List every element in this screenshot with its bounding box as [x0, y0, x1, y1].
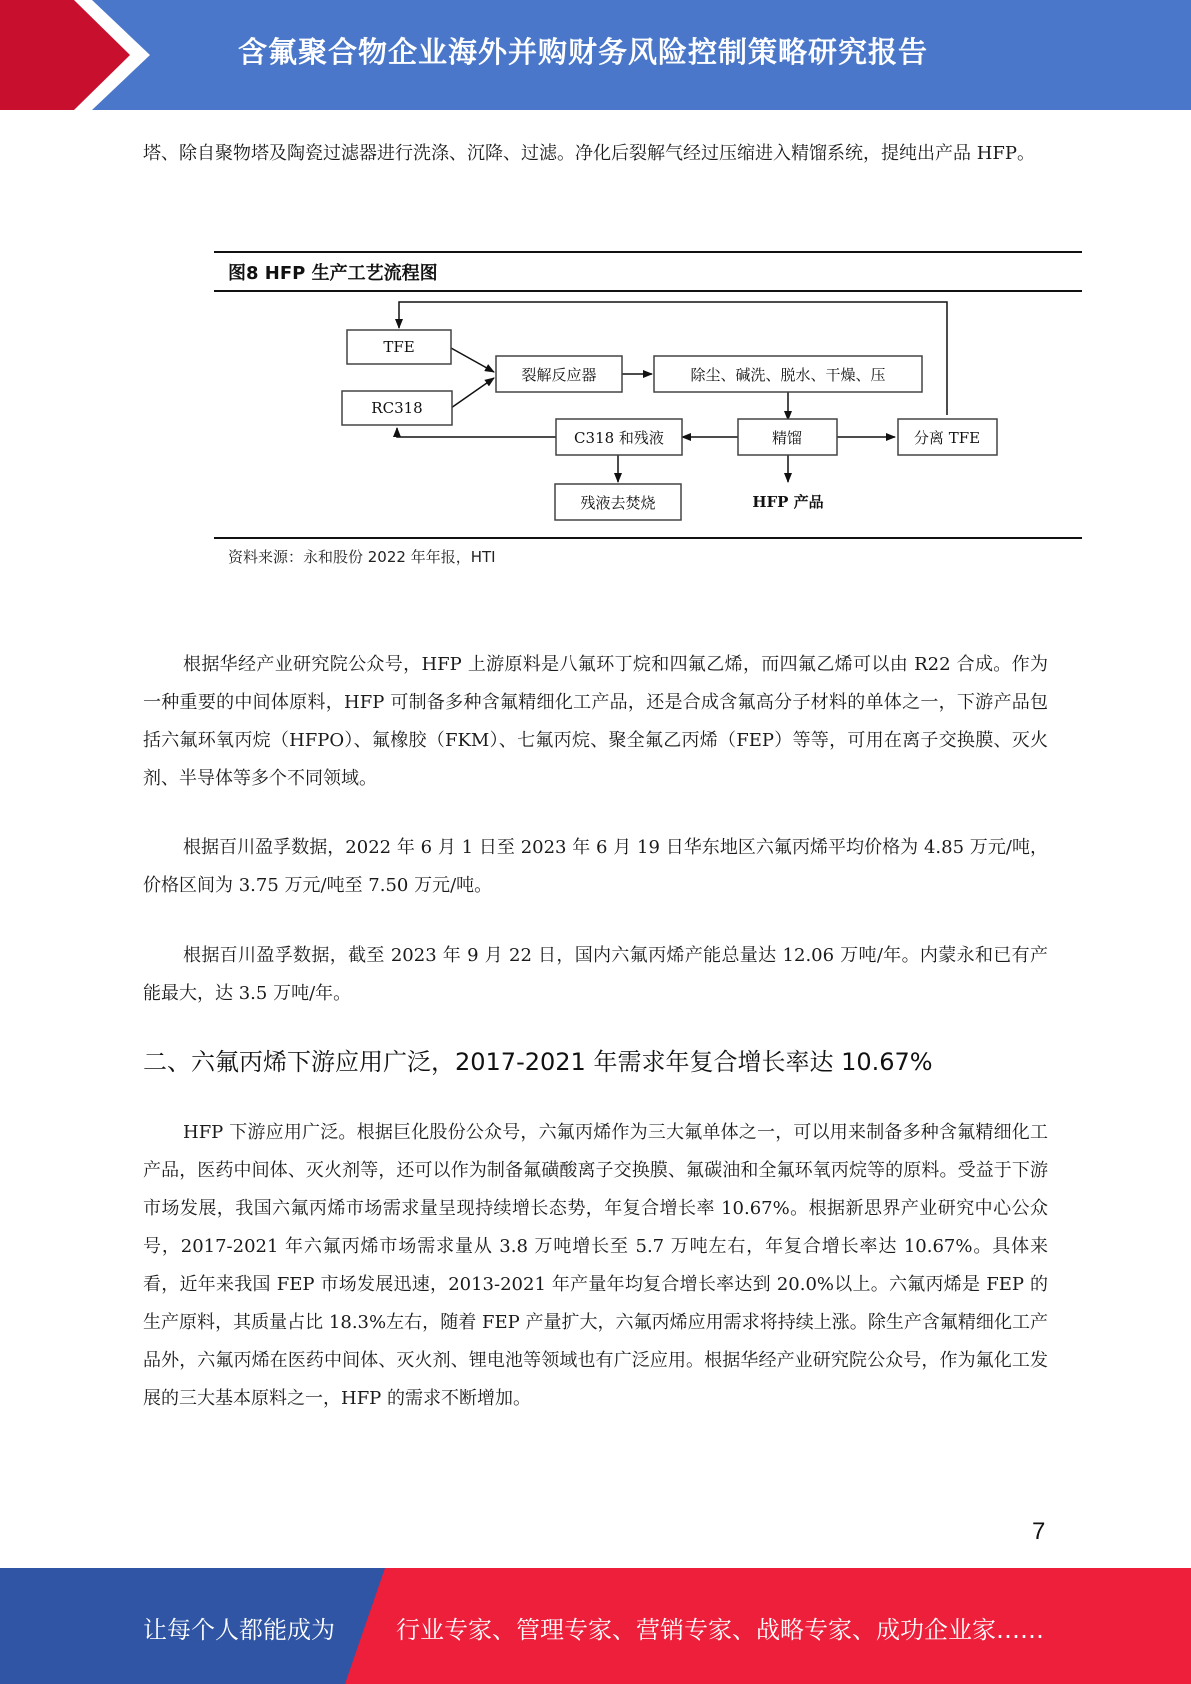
paragraph-hfp-downstream: HFP 下游应用广泛。根据巨化股份公众号，六氟丙烯作为三大氟单体之一，可以用来制备多种含氟精细化工产品，医药中间体、灭火剂等，还可以作为制备氟磺酸离子交换膜、氟碳油和全氟环氧丙烷等的原料。受益于下游市场发展，我国六氟丙烯市场需求量呈现持续增长态势，年复合增长率 10.67%。根据新思界产业研究中心公众号，2017-2021 年六氟丙烯市场需求量从 3.8 万吨增长至 5.7 万吨左右，年复合增长率达 10.67%。具体来看，近年来我国 FEP 市场发展迅速，2013-2021 年产量年均复合增长率达到 20.0%以上。六氟丙烯是 FEP 的生产原料，其质量占比 18.3%左右，随着 FEP 产量扩大，六氟丙烯应用需求将持续上涨。除生产含氟精细化工产品外，六氟丙烯在医药中间体、灭火剂、锂电池等领域也有广泛应用。根据华经产业研究院公众号，作为氟化工发展的三大基本原料之一，HFP 的需求不断增加。	[143, 1122, 1048, 1409]
node-purify: 除尘、碱洗、脱水、干燥、压	[690, 366, 886, 384]
node-burn: 残液去焚烧	[580, 494, 656, 512]
paragraph-hfp-price: 根据百川盈孚数据，2022 年 6 月 1 日至 2023 年 6 月 19 日华东地区六氟丙烯平均价格为 4.85 万元/吨，价格区间为 3.75 万元/吨至 7.50 万元/吨。	[143, 837, 1048, 896]
paragraph-hfp-capacity: 根据百川盈孚数据，截至 2023 年 9 月 22 日，国内六氟丙烯产能总量达 12.06 万吨/年。内蒙永和已有产能最大，达 3.5 万吨/年。	[143, 945, 1048, 1004]
node-distill: 精馏	[771, 429, 803, 447]
footer-banner	[0, 1568, 1191, 1684]
node-c318: C318 和残液	[574, 429, 664, 447]
c318-to-rc318-arrow	[397, 428, 556, 437]
node-separate: 分离 TFE	[913, 429, 981, 447]
footer-slogan-right: 行业专家、管理专家、营销专家、战略专家、成功企业家……	[396, 1616, 1044, 1644]
node-reactor: 裂解反应器	[521, 366, 597, 384]
rc318-to-reactor-arrow	[451, 378, 494, 408]
header-banner	[0, 0, 1191, 110]
node-rc318: RC318	[371, 399, 423, 417]
figure-title: 图8 HFP 生产工艺流程图	[228, 263, 438, 284]
page-number: 7	[1032, 1518, 1046, 1545]
intro-paragraph: 塔、除自聚物塔及陶瓷过滤器进行洗涤、沉降、过滤。净化后裂解气经过压缩进入精馏系统，提纯出产品 HFP。	[143, 143, 1036, 164]
section-heading: 二、六氟丙烯下游应用广泛，2017-2021 年需求年复合增长率达 10.67%	[143, 1048, 933, 1076]
figure-source: 资料来源：永和股份 2022 年年报，HTI	[228, 548, 496, 566]
footer-slogan-left: 让每个人都能成为	[143, 1616, 335, 1644]
figure-top-rule	[214, 251, 1082, 253]
node-product: HFP 产品	[752, 493, 824, 511]
paragraph-hfp-upstream: 根据华经产业研究院公众号，HFP 上游原料是八氟环丁烷和四氟乙烯，而四氟乙烯可以由 R22 合成。作为一种重要的中间体原料，HFP 可制备多种含氟精细化工产品，还是合成含氟高分子材料的单体之一，下游产品包括六氟环氧丙烷（HFPO）、氟橡胶（FKM）、七氟丙烷、聚全氟乙丙烯（FEP）等等，可用在离子交换膜、灭火剂、半导体等多个不同领域。	[143, 654, 1048, 789]
tfe-to-reactor-arrow	[451, 348, 494, 372]
header-title: 含氟聚合物企业海外并购财务风险控制策略研究报告	[238, 35, 929, 69]
node-tfe: TFE	[383, 338, 415, 356]
hfp-process-flowchart	[214, 290, 1082, 540]
header-chevron-icon	[0, 0, 160, 110]
figure-bottom-rule	[214, 537, 1082, 539]
